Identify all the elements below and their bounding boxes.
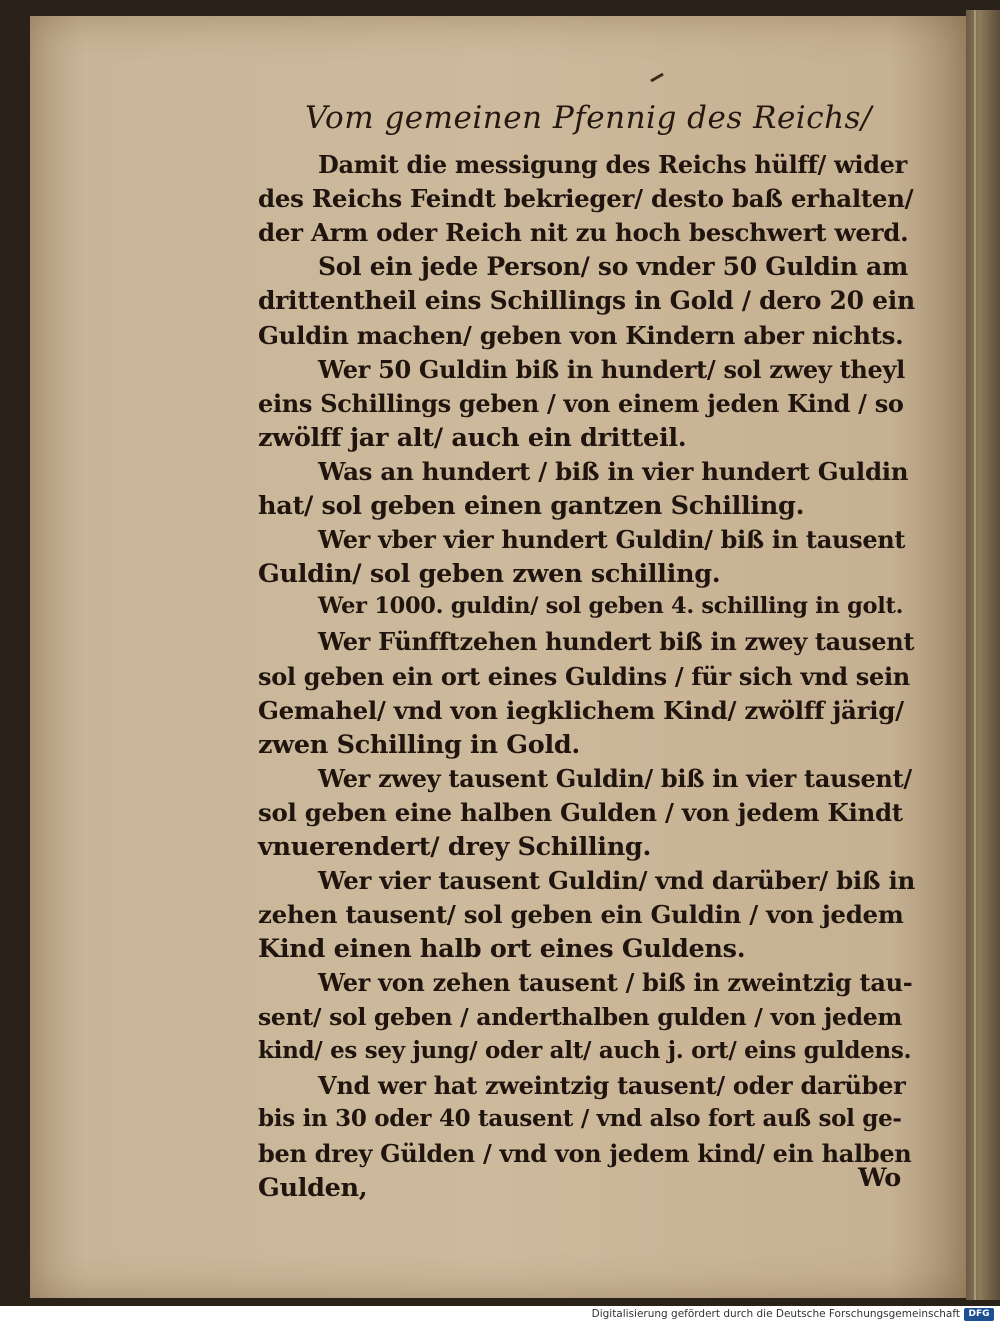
text-line: sol geben eine halben Gulden / von jedem Kindt [258, 797, 903, 827]
footer [0, 1306, 1000, 1324]
text-line: Wer 50 Guldin biß in hundert/ sol zwey theyl [318, 354, 905, 384]
text-line: vnuerendert/ drey Schilling. [258, 832, 652, 862]
text-line: Guldin machen/ geben von Kindern aber nichts. [258, 320, 904, 350]
text-line: Vnd wer hat zweintzig tausent/ oder darüber [318, 1070, 906, 1100]
text-line: des Reichs Feindt bekrieger/ desto baß erhalten/ [258, 184, 914, 214]
text-line: Wer 1000. guldin/ sol geben 4. schilling in golt. [318, 593, 904, 620]
text-line: Gemahel/ vnd von iegklichem Kind/ zwölff järig/ [258, 695, 904, 725]
text-line: Gulden, [258, 1173, 368, 1203]
text-line: Damit die messigung des Reichs hülff/ wider [318, 150, 907, 179]
text-line: zehen tausent/ sol geben ein Guldin / von jedem [258, 900, 904, 930]
text-line: Kind einen halb ort eines Guldens. [258, 934, 746, 965]
book-edge [966, 10, 1000, 1300]
text-line: Wer zwey tausent Guldin/ biß in vier tausent/ [318, 763, 912, 793]
text-line: Wer vber vier hundert Guldin/ biß in tausent [318, 525, 906, 555]
dfg-logo: DFG [964, 1308, 994, 1321]
text-line: hat/ sol geben einen gantzen Schilling. [258, 491, 805, 521]
text-line: zwölff jar alt/ auch ein dritteil. [258, 422, 687, 453]
text-line: Wer vier tausent Guldin/ vnd darüber/ biß in [318, 866, 915, 896]
text-line: sent/ sol geben / anderthalben gulden / von jedem [258, 1002, 902, 1031]
page-heading: Vom gemeinen Pfennig des Reichs/ [305, 100, 872, 136]
text-line: Wer Fünfftzehen hundert biß in zwey tausent [318, 627, 915, 657]
text-line: ben drey Gülden / vnd von jedem kind/ ein halben [258, 1138, 912, 1168]
text-line: der Arm oder Reich nit zu hoch beschwert werd. [258, 218, 909, 248]
text-line: Wer von zehen tausent / biß in zweintzig tau- [318, 968, 913, 998]
text-line: drittentheil eins Schillings in Gold / dero 20 ein [258, 286, 915, 316]
text-line: eins Schillings geben / von einem jeden Kind / so [258, 388, 904, 418]
text-line: Was an hundert / biß in vier hundert Guldin [318, 456, 909, 486]
footer-credit: Digitalisierung gefördert durch die Deutsche Forschungsgemeinschaft [591, 1308, 960, 1320]
text-line: kind/ es sey jung/ oder alt/ auch j. ort/ eins guldens. [258, 1036, 912, 1064]
text-line: sol geben ein ort eines Guldins / für sich vnd sein [258, 661, 910, 691]
text-line: zwen Schilling in Gold. [258, 729, 580, 760]
text-line: bis in 30 oder 40 tausent / vnd also fort auß sol ge- [258, 1104, 902, 1132]
catchword: Wo [858, 1163, 901, 1193]
text-line: Sol ein jede Person/ so vnder 50 Guldin am [318, 252, 909, 282]
text-line: Guldin/ sol geben zwen schilling. [258, 559, 721, 590]
